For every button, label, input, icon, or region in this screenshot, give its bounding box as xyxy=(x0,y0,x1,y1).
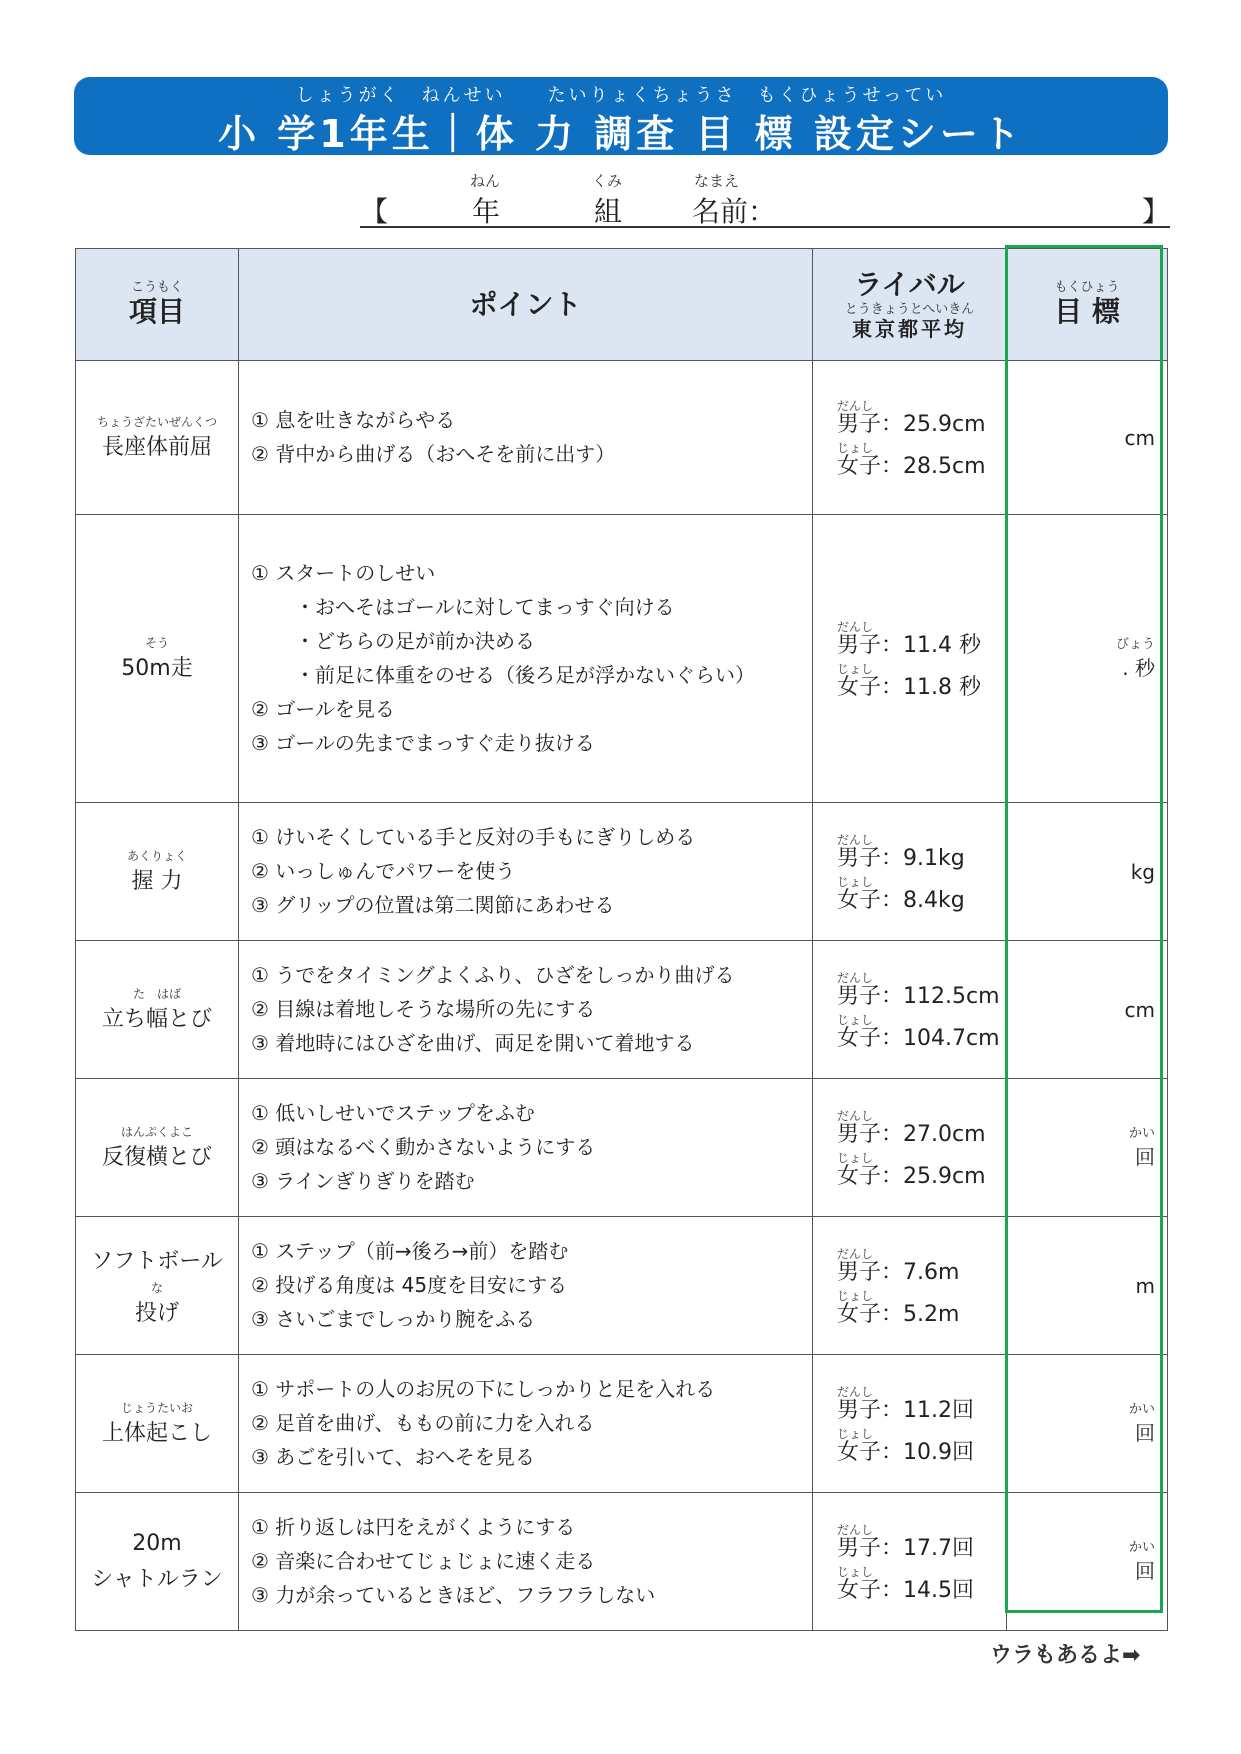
boys-ruby: だんし xyxy=(837,1246,874,1261)
goal-unit: 回 xyxy=(1135,1558,1155,1583)
item-cell xyxy=(76,515,239,803)
points-cell xyxy=(239,515,813,803)
table-row xyxy=(76,803,1168,941)
boys-ruby: だんし xyxy=(837,1522,874,1537)
rival-cell xyxy=(813,1217,1007,1355)
item-cell xyxy=(76,1355,239,1493)
girls-average: 女子：11.8 秒 xyxy=(837,674,981,700)
goal-input-cell[interactable] xyxy=(1007,1493,1168,1631)
boys-average: 男子：25.9cm xyxy=(837,411,986,437)
boys-average: 男子：11.4 秒 xyxy=(837,632,981,658)
boys-average: 男子：9.1kg xyxy=(837,845,965,871)
girls-average: 女子：8.4kg xyxy=(837,887,965,913)
rival-cell xyxy=(813,1355,1007,1493)
rival-header-sub: 東京都平均 xyxy=(852,317,967,341)
table-row xyxy=(76,941,1168,1079)
point-line: ② 頭はなるべく動かさないようにする xyxy=(251,1135,596,1159)
point-line: ② 投げる角度は 45度を目安にする xyxy=(251,1273,568,1297)
point-line: ② 足首を曲げ、ももの前に力を入れる xyxy=(251,1411,595,1435)
item-label: 握 力 xyxy=(131,868,183,894)
boys-average: 男子：7.6m xyxy=(837,1259,960,1285)
namae-label: 名前： xyxy=(692,195,777,228)
boys-ruby: だんし xyxy=(837,970,874,985)
rival-header-label: ライバル xyxy=(854,268,965,301)
bracket-close: 】 xyxy=(1141,195,1170,228)
name-field[interactable] xyxy=(360,168,1170,228)
page-title: 小 学1年生｜体 力 調査 目 標 設定シート xyxy=(218,112,1024,156)
point-line: ③ ゴールの先までまっすぐ走り抜ける xyxy=(251,731,595,755)
item-cell xyxy=(76,1217,239,1355)
point-line: ② 目線は着地しそうな場所の先にする xyxy=(251,997,596,1021)
goal-unit-ruby: かい xyxy=(1128,1539,1155,1555)
item-header-ruby: こうもく xyxy=(130,280,183,295)
girls-ruby: じょし xyxy=(837,1426,874,1441)
girls-ruby: じょし xyxy=(837,1150,874,1165)
goal-input-cell[interactable] xyxy=(1007,515,1168,803)
boys-average: 男子：11.2回 xyxy=(837,1397,974,1423)
item-ruby: はんぷくよこ xyxy=(120,1124,193,1139)
table-row xyxy=(76,1355,1168,1493)
item-cell xyxy=(76,941,239,1079)
item-ruby-2: な xyxy=(150,1281,163,1295)
item-ruby: そう xyxy=(144,635,169,650)
point-line: ・おへそはゴールに対してまっすぐ向ける xyxy=(295,595,675,619)
table-header-row xyxy=(76,249,1168,361)
point-line: ① スタートのしせい xyxy=(251,561,436,585)
girls-ruby: じょし xyxy=(837,440,874,455)
boys-ruby: だんし xyxy=(837,832,874,847)
point-line: ② 音楽に合わせてじょじょに速く走る xyxy=(251,1549,596,1573)
point-line: ① 息を吐きながらやる xyxy=(251,408,456,432)
point-line: ③ ラインぎりぎりを踏む xyxy=(251,1169,475,1193)
point-line: ③ さいごまでしっかり腕をふる xyxy=(251,1307,536,1331)
points-cell xyxy=(239,1079,813,1217)
goal-unit: kg xyxy=(1130,859,1155,884)
rival-cell xyxy=(813,941,1007,1079)
goal-unit: 回 xyxy=(1135,1420,1155,1445)
girls-average: 女子：28.5cm xyxy=(837,453,986,479)
points-cell xyxy=(239,941,813,1079)
point-line: ③ 着地時にはひざを曲げ、両足を開いて着地する xyxy=(251,1031,695,1055)
bracket-open: 【 xyxy=(360,195,389,228)
item-label: 立ち幅とび xyxy=(101,1006,212,1032)
point-line: ① 低いしせいでステップをふむ xyxy=(251,1101,535,1125)
girls-average: 女子：25.9cm xyxy=(837,1163,986,1189)
goal-input-cell[interactable] xyxy=(1007,803,1168,941)
kumi-ruby: くみ xyxy=(592,172,623,190)
point-header-label: ポイント xyxy=(469,287,582,321)
kumi-label: 組 xyxy=(594,195,623,228)
point-line: ② ゴールを見る xyxy=(251,697,395,721)
boys-average: 男子：112.5cm xyxy=(837,983,1000,1009)
table-row xyxy=(76,515,1168,803)
rival-cell xyxy=(813,515,1007,803)
girls-ruby: じょし xyxy=(837,1288,874,1303)
nen-ruby: ねん xyxy=(470,172,501,190)
table-row xyxy=(76,361,1168,515)
item-ruby: じょうたいお xyxy=(120,1400,193,1415)
point-line: ① うでをタイミングよくふり、ひざをしっかり曲げる xyxy=(251,963,735,987)
item-cell xyxy=(76,803,239,941)
item-cell xyxy=(76,361,239,515)
goal-unit: cm xyxy=(1124,997,1155,1022)
boys-average: 男子：17.7回 xyxy=(837,1535,974,1561)
goal-unit-ruby: かい xyxy=(1128,1401,1155,1417)
points-cell xyxy=(239,1217,813,1355)
goal-header xyxy=(1007,249,1168,361)
girls-ruby: じょし xyxy=(837,874,874,889)
point-line: ③ グリップの位置は第二関節にあわせる xyxy=(251,893,615,917)
boys-ruby: だんし xyxy=(837,619,874,634)
item-label: 20m xyxy=(132,1530,182,1556)
rival-cell xyxy=(813,361,1007,515)
goal-input-cell[interactable] xyxy=(1007,361,1168,515)
point-line: ③ 力が余っているときほど、フラフラしない xyxy=(251,1583,656,1607)
point-line: ② いっしゅんでパワーを使う xyxy=(251,859,516,883)
goal-input-cell[interactable] xyxy=(1007,941,1168,1079)
rival-cell xyxy=(813,803,1007,941)
boys-ruby: だんし xyxy=(837,1108,874,1123)
points-cell xyxy=(239,1355,813,1493)
point-line: ① 折り返しは円をえがくようにする xyxy=(251,1515,576,1539)
item-label: 長座体前屈 xyxy=(101,434,212,460)
goal-input-cell[interactable] xyxy=(1007,1079,1168,1217)
item-cell xyxy=(76,1079,239,1217)
girls-ruby: じょし xyxy=(837,1012,874,1027)
item-ruby: ちょうざたいぜんくつ xyxy=(96,414,217,429)
table-row xyxy=(76,1217,1168,1355)
point-header xyxy=(239,249,813,361)
boys-ruby: だんし xyxy=(837,398,874,413)
item-label: 上体起こし xyxy=(101,1420,212,1446)
item-label-2: シャトルラン xyxy=(91,1566,223,1592)
title-ruby: しょうがく ねんせい たいりょくちょうさ もくひょうせってい xyxy=(295,85,947,106)
rival-cell xyxy=(813,1493,1007,1631)
item-label-2: 投げ xyxy=(134,1301,179,1326)
point-line: ・どちらの足が前か決める xyxy=(295,629,535,653)
point-line: ・前足に体重をのせる（後ろ足が浮かないぐらい） xyxy=(295,663,755,687)
points-cell xyxy=(239,1493,813,1631)
girls-average: 女子：14.5回 xyxy=(837,1577,974,1603)
namae-ruby: なまえ xyxy=(694,172,740,190)
nen-label: 年 xyxy=(472,195,501,228)
points-cell xyxy=(239,361,813,515)
title-banner xyxy=(74,77,1168,155)
goal-unit-ruby: かい xyxy=(1128,1125,1155,1141)
girls-ruby: じょし xyxy=(837,661,874,676)
back-side-note: ウラもあるよ➡ xyxy=(990,1643,1141,1668)
points-cell xyxy=(239,803,813,941)
point-line: ① ステップ（前→後ろ→前）を踏む xyxy=(251,1239,569,1263)
goal-header-ruby: もくひょう xyxy=(1054,280,1120,295)
point-line: ② 背中から曲げる（おへそを前に出す） xyxy=(251,442,616,466)
goal-unit: . 秒 xyxy=(1122,655,1155,680)
point-line: ① けいそくしている手と反対の手もにぎりしめる xyxy=(251,825,696,849)
girls-ruby: じょし xyxy=(837,1564,874,1579)
table-row xyxy=(76,1079,1168,1217)
rival-header xyxy=(813,249,1007,361)
boys-average: 男子：27.0cm xyxy=(837,1121,986,1147)
item-ruby: た はば xyxy=(132,986,181,1001)
goal-unit: cm xyxy=(1124,425,1155,450)
rival-header-ruby: とうきょうとへいきん xyxy=(844,302,975,317)
girls-average: 女子：104.7cm xyxy=(837,1025,1000,1051)
goal-input-cell[interactable] xyxy=(1007,1217,1168,1355)
girls-average: 女子：10.9回 xyxy=(837,1439,974,1465)
point-line: ① サポートの人のお尻の下にしっかりと足を入れる xyxy=(251,1377,716,1401)
table-row xyxy=(76,1493,1168,1631)
goal-unit: 回 xyxy=(1135,1144,1155,1169)
boys-ruby: だんし xyxy=(837,1384,874,1399)
rival-cell xyxy=(813,1079,1007,1217)
item-label: 反復横とび xyxy=(101,1144,212,1170)
item-ruby: あくりょく xyxy=(126,848,187,863)
goal-table xyxy=(75,248,1168,1631)
goal-unit: m xyxy=(1135,1273,1155,1298)
girls-average: 女子：5.2m xyxy=(837,1301,960,1327)
item-header xyxy=(76,249,239,361)
item-label: 50m走 xyxy=(121,655,193,681)
item-cell xyxy=(76,1493,239,1631)
point-line: ③ あごを引いて、おへそを見る xyxy=(251,1445,535,1469)
item-header-label: 項目 xyxy=(128,295,185,328)
goal-input-cell[interactable] xyxy=(1007,1355,1168,1493)
item-label: ソフトボール xyxy=(91,1249,223,1274)
goal-unit-ruby: びょう xyxy=(1115,636,1155,652)
goal-header-label: 目 標 xyxy=(1054,295,1120,328)
